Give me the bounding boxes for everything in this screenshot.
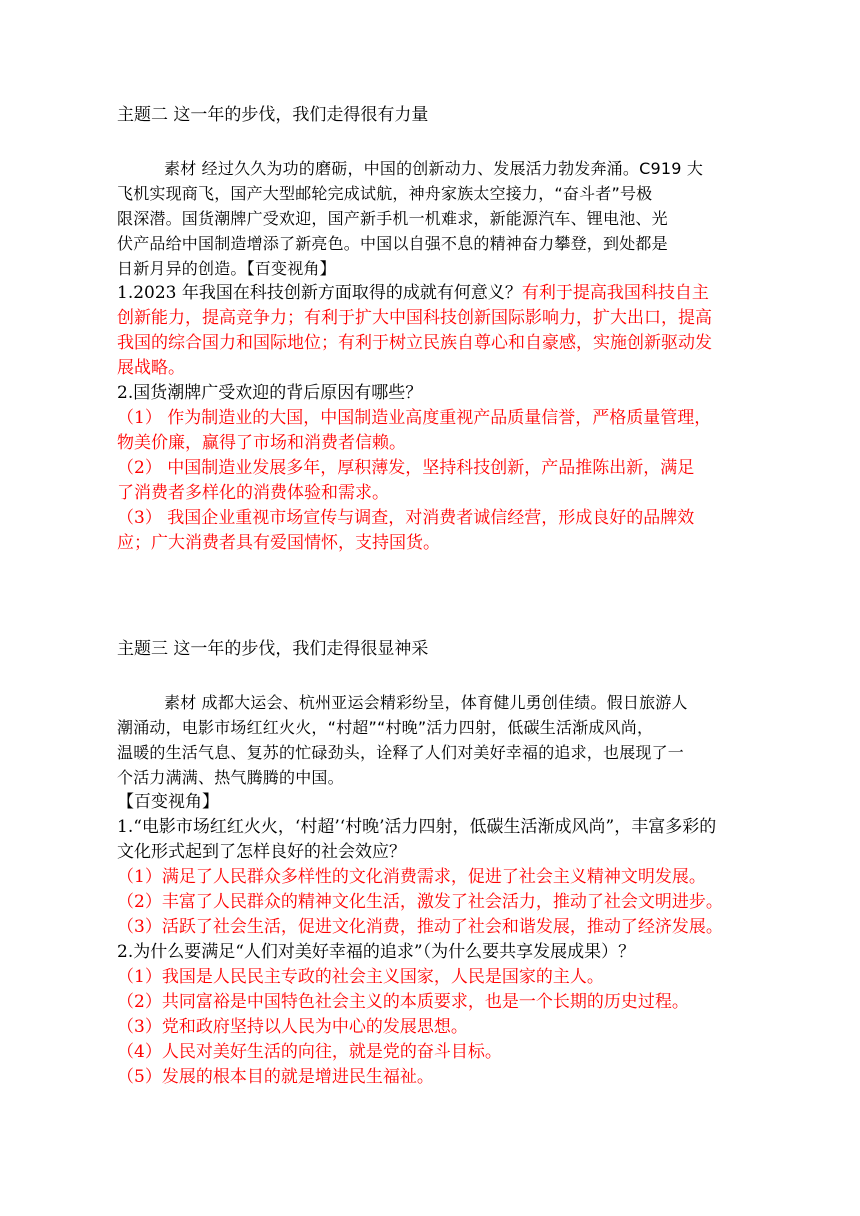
theme2-q2-answer-line: （2） 中国制造业发展多年，厚积薄发，坚持科技创新，产品推陈出新，满足	[117, 458, 695, 478]
theme3-heading: 主题三 这一年的步伐，我们走得很显神采	[117, 639, 429, 659]
theme2-material-line: 飞机实现商飞，国产大型邮轮完成试航，神舟家族太空接力，“奋斗者”号极	[117, 184, 653, 203]
theme2-material-line: 日新月异的创造。【百变视角】	[117, 259, 336, 278]
theme2-q1-answer-line: 创新能力，提高竞争力；有利于扩大中国科技创新国际影响力，扩大出口，提高	[117, 308, 712, 328]
theme2-q2-answer-line: 了消费者多样化的消费体验和需求。	[117, 483, 389, 503]
theme3-material-line: 温暖的生活气息、复苏的忙碌劲头，诠释了人们对美好幸福的追求，也展现了一	[117, 743, 685, 762]
theme3-q2-answer-line: （5）发展的根本目的就是增进民生福祉。	[117, 1067, 434, 1087]
theme3-q2-answer-line: （4）人民对美好生活的向往，就是党的奋斗目标。	[117, 1042, 502, 1062]
theme3-q1-question-line: 1.“电影市场红红火火，‘村超’‘村晚’活力四射，低碳生活渐成风尚”，丰富多彩的	[117, 817, 717, 837]
theme3-q1-answer-line: （2）丰富了人民群众的精神文化生活，激发了社会活力，推动了社会文明进步。	[117, 892, 723, 912]
theme3-material-line: 个活力满满、热气腾腾的中国。	[117, 768, 344, 787]
theme2-q2-answer-line: 物美价廉，赢得了市场和消费者信赖。	[117, 433, 406, 453]
theme2-q2-answer-line: （3） 我国企业重视市场宣传与调查，对消费者诚信经营，形成良好的品牌效	[117, 508, 695, 528]
theme2-q2-answer-line: （1） 作为制造业的大国，中国制造业高度重视产品质量信誉，严格质量管理，	[117, 408, 712, 428]
theme3-q2-question: 2.为什么要满足“人们对美好幸福的追求”（为什么要共享发展成果）？	[117, 942, 636, 962]
theme2-material-line: 素材 经过久久为功的磨砺，中国的创新动力、发展活力勃发奔涌。C919 大	[164, 159, 704, 178]
theme2-q1-question: 1.2023 年我国在科技创新方面取得的成就有何意义？	[117, 283, 522, 303]
theme3-material-line: 潮涌动，电影市场红红火火，“村超”“村晚”活力四射，低碳生活渐成风尚，	[117, 718, 654, 737]
theme3-q1-answer-line: （3）活跃了社会生活，促进文化消费，推动了社会和谐发展，推动了经济发展。	[117, 917, 723, 937]
theme2-q1-answer-start: 有利于提高我国科技自主	[521, 283, 709, 303]
theme3-q2-answer-line: （2）共同富裕是中国特色社会主义的本质要求，也是一个长期的历史过程。	[117, 992, 689, 1012]
theme2-q2-question: 2.国货潮牌广受欢迎的背后原因有哪些？	[117, 383, 423, 403]
theme2-q1-answer-line: 我国的综合国力和国际地位；有利于树立民族自尊心和自豪感，实施创新驱动发	[117, 333, 712, 353]
theme2-q1-answer-line: 展战略。	[117, 358, 185, 378]
theme2-q2-answer-line: 应；广大消费者具有爱国情怀，支持国货。	[117, 533, 440, 553]
theme2-q1	[117, 281, 737, 306]
theme2-material-line: 伏产品给中国制造增添了新亮色。中国以自强不息的精神奋力攀登，到处都是	[117, 234, 668, 253]
theme3-q2-answer-line: （3）党和政府坚持以人民为中心的发展思想。	[117, 1017, 468, 1037]
theme3-material-line: 素材 成都大运会、杭州亚运会精彩纷呈，体育健儿勇创佳绩。假日旅游人	[164, 693, 688, 712]
theme3-q2-answer-line: （1）我国是人民民主专政的社会主义国家，人民是国家的主人。	[117, 967, 604, 987]
theme3-perspective-label: 【百变视角】	[117, 792, 219, 812]
theme3-q1-answer-line: （1）满足了人民群众多样性的文化消费需求，促进了社会主义精神文明发展。	[117, 867, 706, 887]
theme2-heading: 主题二 这一年的步伐，我们走得很有力量	[117, 105, 429, 125]
theme3-q1-question-line: 文化形式起到了怎样良好的社会效应？	[117, 842, 406, 862]
theme2-material-line: 限深潜。国货潮牌广受欢迎，国产新手机一机难求，新能源汽车、锂电池、光	[117, 209, 668, 228]
